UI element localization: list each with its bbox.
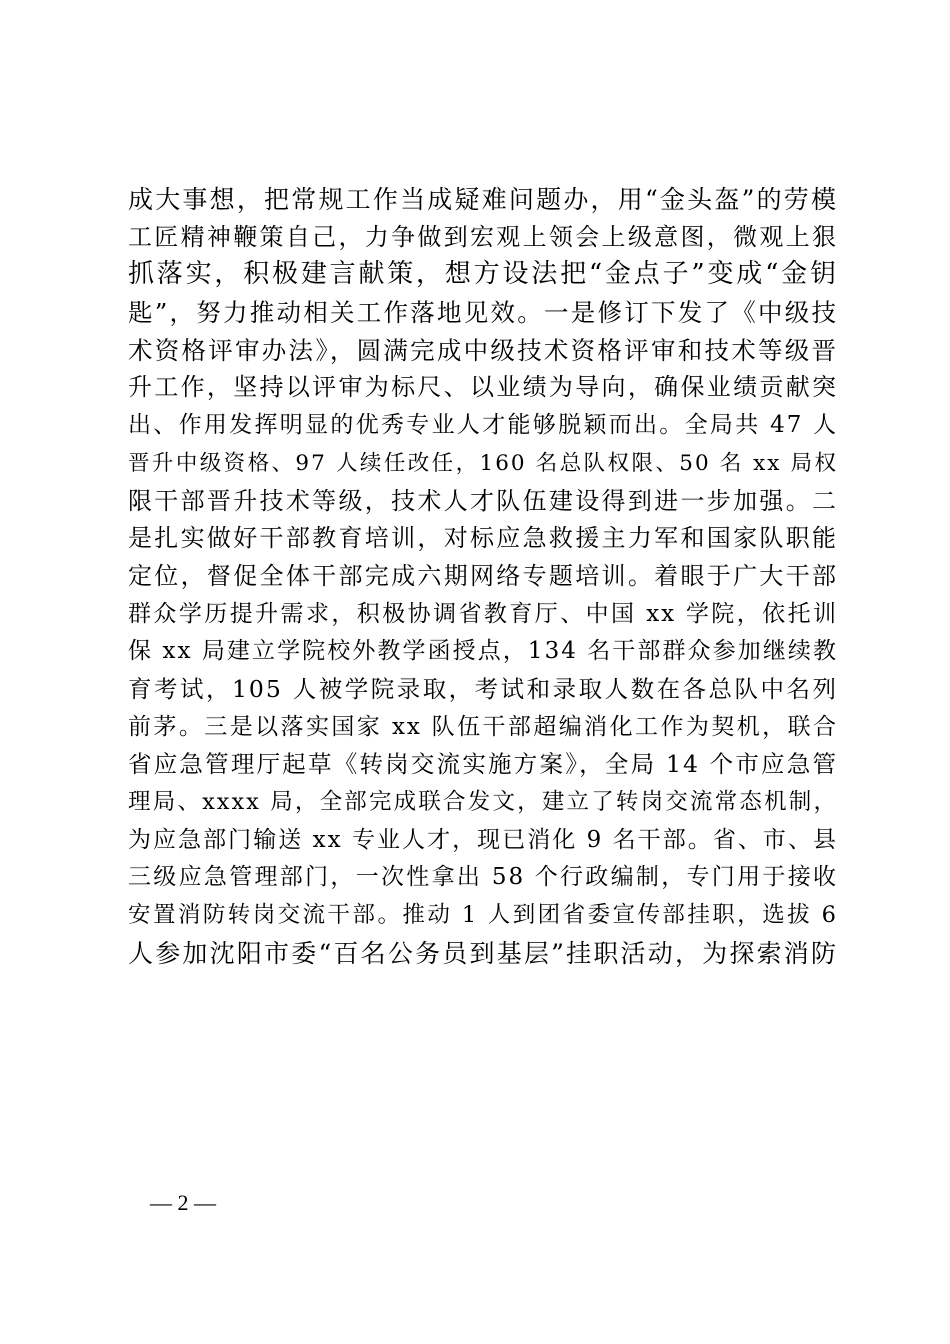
text-line: 保 xx 局建立学院校外教学函授点，134 名干部群众参加继续教 (128, 638, 838, 665)
text-line: 是扎实做好干部教育培训，对标应急救援主力军和国家队职能 (128, 524, 838, 553)
text-line: 群众学历提升需求，积极协调省教育厅、中国 xx 学院，依托训 (128, 600, 838, 627)
text-line: 定位，督促全体干部完成六期网络专题培训。着眼于广大干部 (128, 561, 838, 590)
text-line: 限干部晋升技术等级，技术人才队伍建设得到进一步加强。二 (128, 486, 838, 515)
text-line: 晋升中级资格、97 人续任改任，160 名总队权限、50 名 xx 局权 (128, 450, 838, 476)
text-line: 为应急部门输送 xx 专业人才，现已消化 9 名干部。省、市、县 (128, 826, 838, 853)
text-line: 理局、xxxx 局，全部完成联合发文，建立了转岗交流常态机制， (128, 789, 838, 815)
text-line: 三级应急管理部门，一次性拿出 58 个行政编制，专门用于接收 (128, 864, 838, 891)
text-line: 前茅。三是以落实国家 xx 队伍干部超编消化工作为契机，联合 (128, 713, 838, 740)
page-number: — 2 — (150, 1190, 216, 1215)
body-paragraph (128, 181, 838, 972)
text-line: 人参加沈阳市委“百名公务员到基层”挂职活动，为探索消防 (128, 938, 838, 968)
text-line: 育考试，105 人被学院录取，考试和录取人数在各总队中名列 (128, 674, 838, 703)
text-line: 成大事想，把常规工作当成疑难问题办，用“金头盔”的劳模 (128, 185, 838, 214)
text-line: 工匠精神鞭策自己，力争做到宏观上领会上级意图，微观上狠 (128, 222, 838, 251)
text-line: 升工作，坚持以评审为标尺、以业绩为导向，确保业绩贡献突 (128, 373, 838, 402)
text-line: 省应急管理厅起草《转岗交流实施方案》，全局 14 个市应急管 (128, 750, 838, 779)
text-line: 安置消防转岗交流干部。推动 1 人到团省委宣传部挂职，选拔 6 (128, 902, 838, 929)
text-line: 出、作用发挥明显的优秀专业人才能够脱颖而出。全局共 47 人 (128, 412, 838, 439)
text-line: 抓落实，积极建言献策，想方设法把“金点子”变成“金钥 (128, 259, 838, 290)
text-line: 术资格评审办法》，圆满完成中级技术资格评审和技术等级晋 (128, 335, 838, 365)
text-line: 匙”，努力推动相关工作落地见效。一是修订下发了《中级技 (128, 298, 838, 328)
